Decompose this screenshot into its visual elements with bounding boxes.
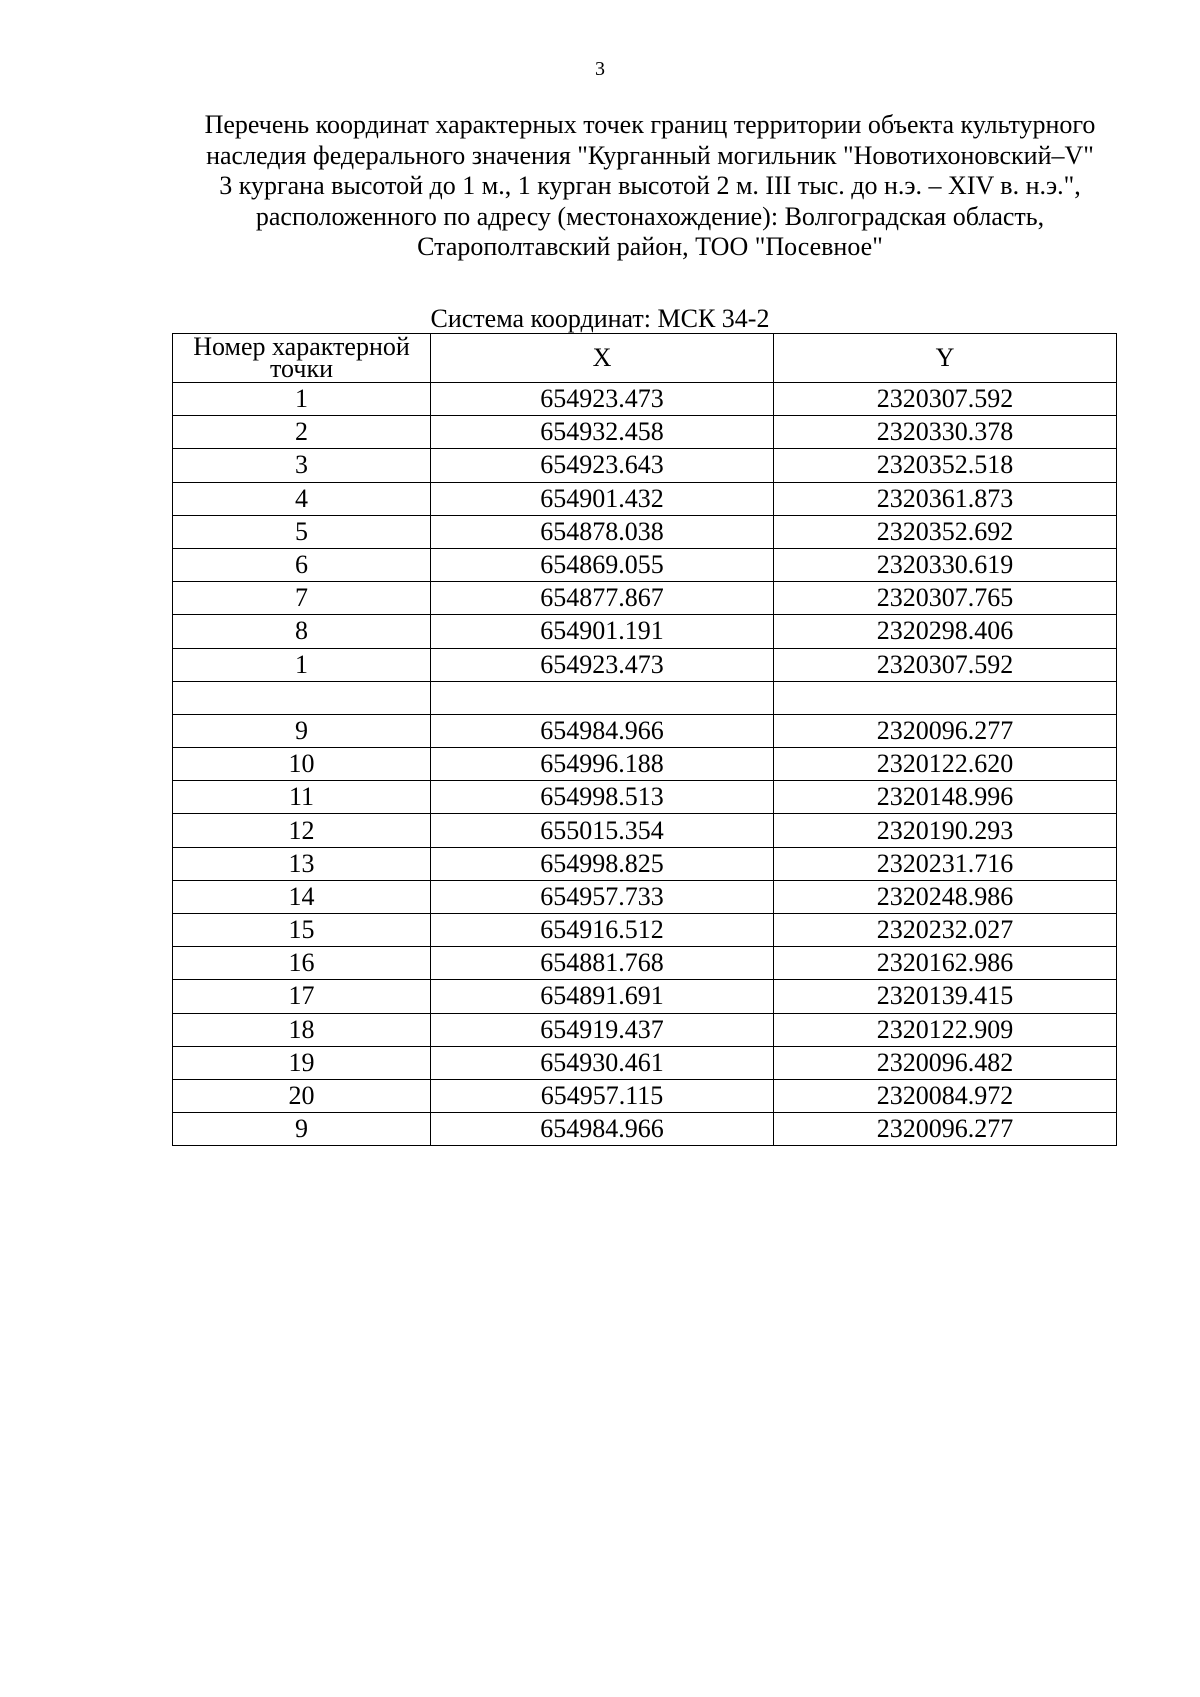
y-coordinate-cell: 2320248.986 — [774, 880, 1117, 913]
table-row — [173, 1113, 1117, 1146]
y-coordinate-cell: 2320307.592 — [774, 648, 1117, 681]
y-coordinate-cell: 2320190.293 — [774, 814, 1117, 847]
table-row — [173, 847, 1117, 880]
y-coordinate-cell: 2320298.406 — [774, 615, 1117, 648]
y-coordinate-cell: 2320162.986 — [774, 947, 1117, 980]
title-line: расположенного по адресу (местонахождение): Волгоградская область, — [255, 201, 1045, 231]
x-coordinate-cell: 654957.733 — [431, 880, 774, 913]
x-coordinate-cell: 654869.055 — [431, 548, 774, 581]
table-row — [173, 1013, 1117, 1046]
table-row — [173, 1046, 1117, 1079]
x-coordinate-cell: 654984.966 — [431, 1113, 774, 1146]
y-coordinate-cell: 2320232.027 — [774, 914, 1117, 947]
table-row — [173, 781, 1117, 814]
x-coordinate-cell: 654891.691 — [431, 980, 774, 1013]
y-coordinate-cell: 2320330.378 — [774, 416, 1117, 449]
table-row — [173, 748, 1117, 781]
table-row — [173, 648, 1117, 681]
point-number-cell: 12 — [173, 814, 431, 847]
x-coordinate-cell: 654901.432 — [431, 482, 774, 515]
x-coordinate-cell: 654996.188 — [431, 748, 774, 781]
y-coordinate-cell: 2320361.873 — [774, 482, 1117, 515]
x-coordinate-cell: 654923.473 — [431, 383, 774, 416]
table-row — [173, 548, 1117, 581]
point-number-cell: 15 — [173, 914, 431, 947]
point-number-cell: 10 — [173, 748, 431, 781]
table-row — [173, 980, 1117, 1013]
y-coordinate-cell: 2320122.620 — [774, 748, 1117, 781]
y-coordinate-cell — [774, 681, 1117, 714]
y-coordinate-cell: 2320307.765 — [774, 582, 1117, 615]
point-number-cell: 18 — [173, 1013, 431, 1046]
point-number-cell — [173, 681, 431, 714]
point-number-cell: 1 — [173, 648, 431, 681]
y-coordinate-cell: 2320096.277 — [774, 714, 1117, 747]
table-row — [173, 582, 1117, 615]
x-coordinate-cell: 654878.038 — [431, 515, 774, 548]
x-coordinate-cell: 654916.512 — [431, 914, 774, 947]
y-coordinate-cell: 2320352.518 — [774, 449, 1117, 482]
point-number-cell: 9 — [173, 1113, 431, 1146]
table-row — [173, 814, 1117, 847]
title-line: 3 кургана высотой до 1 м., 1 курган высотой 2 м. III тыс. до н.э. – XIV в. н.э.", — [219, 171, 1081, 200]
point-number-cell: 20 — [173, 1079, 431, 1112]
x-coordinate-cell: 654930.461 — [431, 1046, 774, 1079]
coordinates-table — [172, 333, 1117, 1146]
table-row — [173, 714, 1117, 747]
point-number-cell: 17 — [173, 980, 431, 1013]
document-title — [150, 110, 1150, 263]
x-coordinate-cell: 654877.867 — [431, 582, 774, 615]
x-coordinate-cell: 654998.825 — [431, 847, 774, 880]
point-number-cell: 13 — [173, 847, 431, 880]
table-row — [173, 515, 1117, 548]
point-number-cell: 1 — [173, 383, 431, 416]
table-row — [173, 449, 1117, 482]
title-line: наследия федерального значения "Курганный могильник "Новотихоновский–V" — [206, 140, 1094, 170]
x-coordinate-cell: 654901.191 — [431, 615, 774, 648]
y-coordinate-cell: 2320231.716 — [774, 847, 1117, 880]
x-coordinate-cell — [431, 681, 774, 714]
y-coordinate-cell: 2320096.277 — [774, 1113, 1117, 1146]
point-number-cell: 14 — [173, 880, 431, 913]
y-coordinate-cell: 2320352.692 — [774, 515, 1117, 548]
y-coordinate-cell: 2320148.996 — [774, 781, 1117, 814]
x-coordinate-cell: 654919.437 — [431, 1013, 774, 1046]
point-number-cell: 19 — [173, 1046, 431, 1079]
point-number-cell: 11 — [173, 781, 431, 814]
table-header-row — [173, 334, 1117, 383]
point-number-cell: 9 — [173, 714, 431, 747]
title-line: Перечень координат характерных точек границ территории объекта культурного — [204, 110, 1096, 139]
header-y: Y — [774, 334, 1117, 383]
point-number-cell: 5 — [173, 515, 431, 548]
y-coordinate-cell: 2320330.619 — [774, 548, 1117, 581]
table-row — [173, 1079, 1117, 1112]
table-row — [173, 880, 1117, 913]
y-coordinate-cell: 2320139.415 — [774, 980, 1117, 1013]
header-point-number: Номер характерной точки — [173, 334, 431, 383]
point-number-cell: 8 — [173, 615, 431, 648]
title-line: Старополтавский район, ТОО "Посевное" — [417, 232, 883, 261]
x-coordinate-cell: 654881.768 — [431, 947, 774, 980]
y-coordinate-cell: 2320122.909 — [774, 1013, 1117, 1046]
coordinate-system-caption: Система координат: МСК 34-2 — [430, 304, 770, 333]
x-coordinate-cell: 655015.354 — [431, 814, 774, 847]
table-row — [173, 615, 1117, 648]
x-coordinate-cell: 654932.458 — [431, 416, 774, 449]
point-number-cell: 16 — [173, 947, 431, 980]
point-number-cell: 4 — [173, 482, 431, 515]
x-coordinate-cell: 654923.473 — [431, 648, 774, 681]
table-row — [173, 416, 1117, 449]
x-coordinate-cell: 654923.643 — [431, 449, 774, 482]
table-row — [173, 947, 1117, 980]
point-number-cell: 2 — [173, 416, 431, 449]
point-number-cell: 6 — [173, 548, 431, 581]
page-number: 3 — [595, 58, 605, 80]
header-x: X — [431, 334, 774, 383]
x-coordinate-cell: 654957.115 — [431, 1079, 774, 1112]
table-row — [173, 482, 1117, 515]
x-coordinate-cell: 654984.966 — [431, 714, 774, 747]
table-row — [173, 681, 1117, 714]
table-row — [173, 383, 1117, 416]
table-row — [173, 914, 1117, 947]
y-coordinate-cell: 2320307.592 — [774, 383, 1117, 416]
point-number-cell: 3 — [173, 449, 431, 482]
y-coordinate-cell: 2320096.482 — [774, 1046, 1117, 1079]
y-coordinate-cell: 2320084.972 — [774, 1079, 1117, 1112]
point-number-cell: 7 — [173, 582, 431, 615]
x-coordinate-cell: 654998.513 — [431, 781, 774, 814]
table-body — [173, 383, 1117, 1146]
